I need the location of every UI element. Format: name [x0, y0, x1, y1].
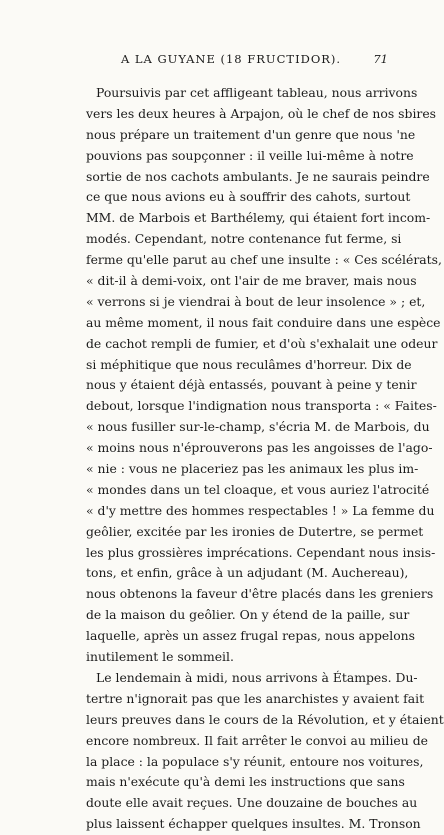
- text-line: « nie : vous ne placeriez pas les animaux les plus im-: [86, 461, 419, 477]
- text-line: ferme qu'elle parut au chef une insulte : « Ces scélérats,: [86, 252, 442, 268]
- text-line: Le lendemain à midi, nous arrivons à Étampes. Du-: [96, 669, 418, 685]
- text-line: « d'y mettre des hommes respectables ! » La femme du: [86, 502, 435, 518]
- text-line: sortie de nos cachots ambulants. Je ne saurais peindre: [86, 168, 430, 184]
- text-line: debout, lorsque l'indignation nous transporta : « Faites-: [86, 398, 437, 414]
- text-line: tertre n'ignorait pas que les anarchistes y avaient fait: [86, 690, 425, 706]
- text-line: modés. Cependant, notre contenance fut ferme, si: [86, 231, 402, 247]
- text-line: la place : la populace s'y réunit, entoure nos voitures,: [86, 753, 424, 769]
- text-line: tons, et enfin, grâce à un adjudant (M. Auchereau),: [86, 565, 409, 581]
- running-title: A LA GUYANE (18 FRUCTIDOR).: [120, 52, 342, 66]
- text-line: encore nombreux. Il fait arrêter le convoi au milieu de: [86, 732, 428, 748]
- text-line: plus laissent échapper quelques insultes. M. Tronson: [86, 816, 421, 832]
- text-line: nous obtenons la faveur d'être placés dans les greniers: [86, 586, 434, 602]
- text-line: ce que nous avions eu à souffrir des cahots, surtout: [86, 189, 411, 205]
- text-line: Poursuivis par cet affligeant tableau, nous arrivons: [96, 85, 418, 100]
- text-line: nous y étaient déjà entassés, pouvant à peine y tenir: [86, 377, 417, 393]
- text-line: geôlier, excitée par les ironies de Dutertre, se permet: [86, 523, 424, 539]
- text-line: « verrons si je viendrai à bout de leur insolence » ; et,: [86, 293, 426, 309]
- text-line: au même moment, il nous fait conduire dans une espèce: [86, 314, 441, 330]
- text-line: MM. de Marbois et Barthélemy, qui étaient fort incom-: [86, 210, 431, 226]
- text-line: leurs preuves dans le cours de la Révolution, et y étaient: [86, 711, 444, 727]
- text-line: inutilement le sommeil.: [86, 649, 234, 665]
- text-line: « dit-il à demi-voix, ont l'air de me braver, mais nous: [86, 273, 417, 289]
- body-text: [86, 83, 444, 835]
- text-line: si méphitique que nous reculâmes d'horreur. Dix de: [86, 356, 412, 372]
- text-line: doute elle avait reçues. Une douzaine de bouches au: [86, 795, 418, 811]
- text-line: de la maison du geôlier. On y étend de la paille, sur: [86, 607, 410, 623]
- text-line: « nous fusiller sur-le-champ, s'écria M. de Marbois, du: [86, 419, 430, 435]
- text-line: mais n'exécute qu'à demi les instructions que sans: [86, 774, 405, 790]
- running-head: [86, 52, 388, 70]
- text-line: les plus grossières imprécations. Cependant nous insis-: [86, 544, 436, 560]
- text-line: pouvions pas soupçonner : il veille lui-même à notre: [86, 147, 414, 163]
- text-line: nous prépare un traitement d'un genre que nous 'ne: [86, 126, 416, 142]
- text-line: laquelle, après un assez frugal repas, nous appelons: [86, 628, 415, 644]
- text-line: « moins nous n'éprouverons pas les angoisses de l'ago-: [86, 440, 433, 456]
- text-line: de cachot rempli de fumier, et d'où s'exhalait une odeur: [86, 335, 438, 351]
- text-line: vers les deux heures à Arpajon, où le chef de nos sbires: [86, 105, 437, 121]
- page-number: 71: [373, 52, 388, 66]
- text-line: « mondes dans un tel cloaque, et vous auriez l'atrocité: [86, 481, 430, 497]
